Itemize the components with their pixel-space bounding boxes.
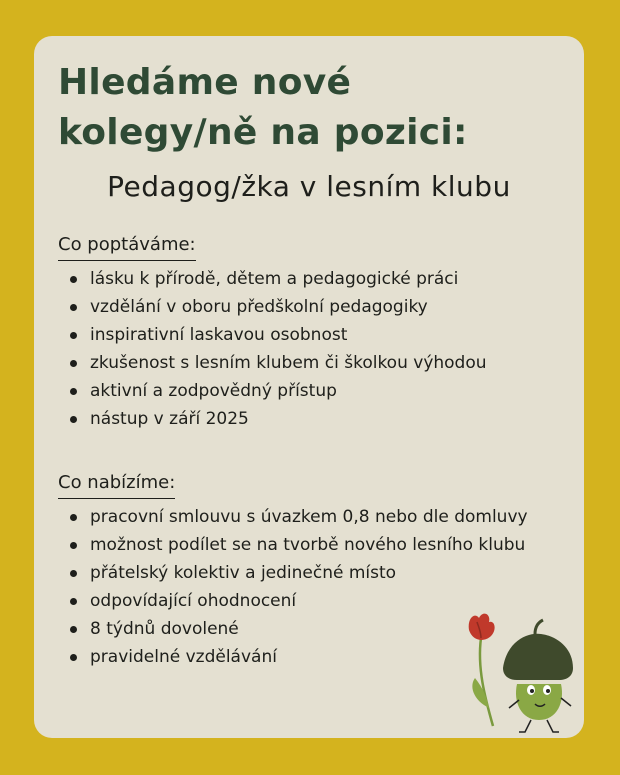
bullet-icon (70, 654, 77, 661)
bullet-icon (70, 570, 77, 577)
list-item (64, 503, 570, 531)
list-item (64, 377, 560, 405)
bullet-icon (70, 332, 77, 339)
position-subtitle: Pedagog/žka v lesním klubu (107, 170, 511, 203)
bullet-icon (70, 276, 77, 283)
bullet-icon (70, 542, 77, 549)
tulip-flower-icon (469, 614, 495, 726)
bullet-icon (70, 304, 77, 311)
bullet-icon (70, 388, 77, 395)
bullet-icon (70, 626, 77, 633)
list-item-text: 8 týdnů dovolené (90, 619, 239, 639)
list-item (64, 405, 560, 433)
list-item-text: odpovídající ohodnocení (90, 591, 297, 611)
list-item (64, 349, 560, 377)
list-item (64, 559, 570, 587)
list-item-text: přátelský kolektiv a jedinečné místo (90, 563, 397, 583)
list-item-text: aktivní a zodpovědný přístup (90, 381, 337, 401)
bullet-icon (70, 360, 77, 367)
list-item (64, 265, 560, 293)
list-item-text: vzdělání v oboru předškolní pedagogiky (90, 297, 428, 317)
list-item-text: inspirativní laskavou osobnost (90, 325, 348, 345)
list-item-text: nástup v září 2025 (90, 409, 249, 429)
mascot-illustration (459, 608, 579, 738)
offer-heading: Co nabízíme: (58, 471, 175, 499)
list-item-text: zkušenost s lesním klubem či školkou výhodou (90, 353, 487, 373)
bullet-icon (70, 416, 77, 423)
job-card (34, 36, 584, 738)
list-item-text: lásku k přírodě, dětem a pedagogické práci (90, 269, 459, 289)
list-item-text: pracovní smlouvu s úvazkem 0,8 nebo dle domluvy (90, 507, 528, 527)
requirements-list (58, 265, 560, 433)
requirements-heading: Co poptáváme: (58, 233, 196, 261)
list-item (64, 531, 570, 559)
bullet-icon (70, 598, 77, 605)
list-item-text: možnost podílet se na tvorbě nového lesního klubu (90, 535, 526, 555)
bullet-icon (70, 514, 77, 521)
list-item (64, 293, 560, 321)
acorn-character-icon (503, 620, 573, 732)
list-item-text: pravidelné vzdělávání (90, 647, 277, 667)
list-item (64, 321, 560, 349)
page-title: Hledáme nové kolegy/ně na pozici: (58, 62, 468, 153)
